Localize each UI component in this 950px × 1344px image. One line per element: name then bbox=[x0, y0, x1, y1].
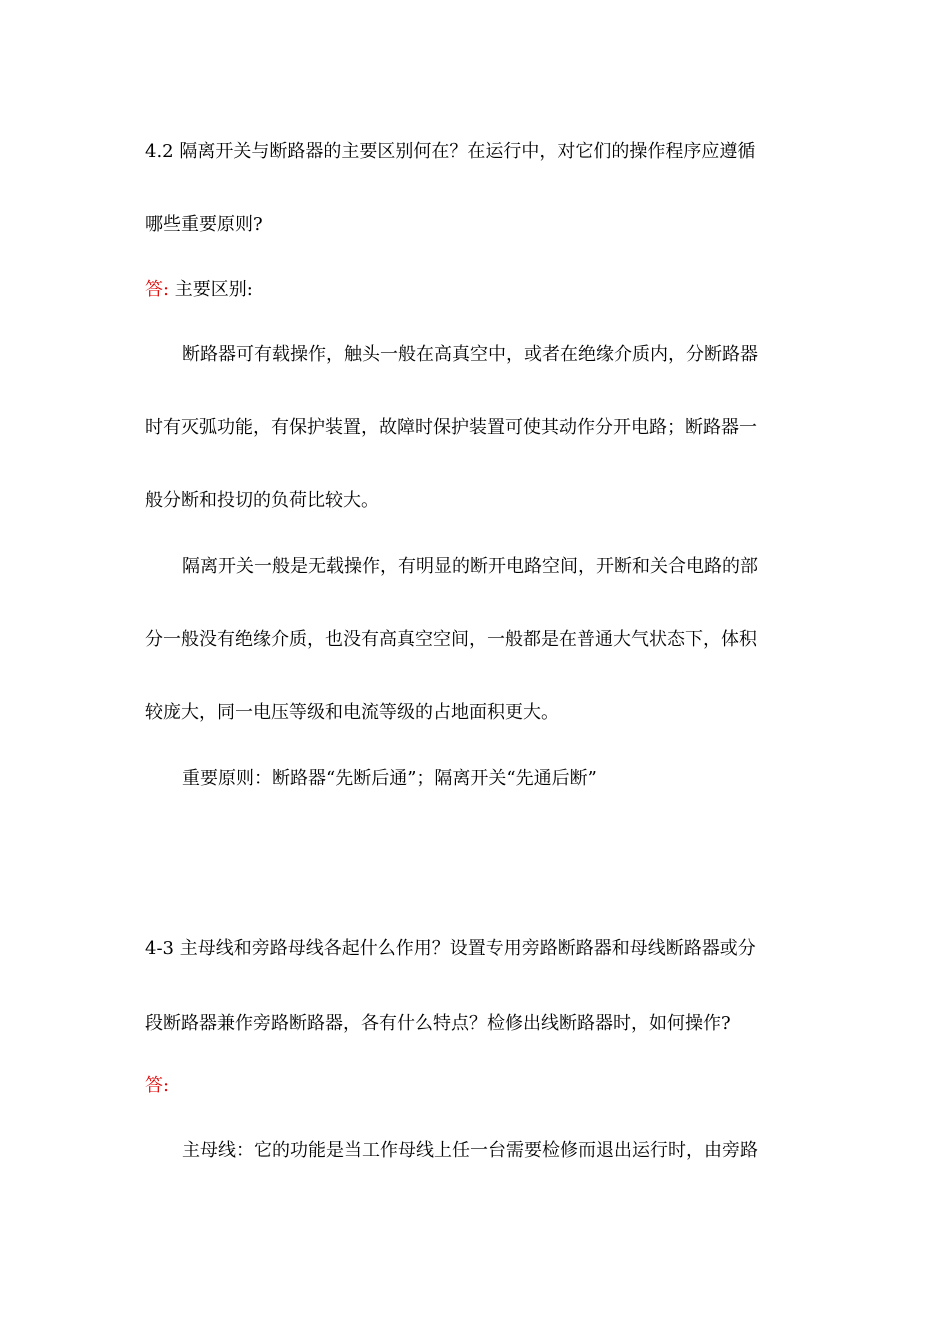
answer-4-2-heading bbox=[145, 278, 805, 302]
question-4-3-line-1: 4-3 主母线和旁路母线各起什么作用？设置专用旁路断路器和母线断路器或分 bbox=[145, 938, 756, 959]
paragraph-principles: 重要原则：断路器“先断后通”；隔离开关“先通后断” bbox=[182, 768, 597, 789]
paragraph-main-bus-line-1: 主母线：它的功能是当工作母线上任一台需要检修而退出运行时，由旁路 bbox=[182, 1140, 758, 1161]
paragraph-breaker-line-1: 断路器可有载操作，触头一般在高真空中，或者在绝缘介质内，分断路器 bbox=[182, 344, 758, 365]
paragraph-breaker-line-3: 般分断和投切的负荷比较大。 bbox=[145, 490, 379, 511]
answer-label: 答: bbox=[145, 1075, 170, 1096]
paragraph-isolator-line-2: 分一般没有绝缘介质，也没有高真空空间，一般都是在普通大气状态下，体积 bbox=[145, 629, 757, 650]
answer-4-3-heading bbox=[145, 1074, 805, 1098]
question-4-2-line-1: 4.2 隔离开关与断路器的主要区别何在？在运行中，对它们的操作程序应遵循 bbox=[145, 141, 756, 162]
question-4-2-line-2: 哪些重要原则? bbox=[145, 214, 263, 235]
answer-heading-text: 主要区别: bbox=[169, 279, 253, 300]
paragraph-breaker-line-2: 时有灭弧功能，有保护装置，故障时保护装置可使其动作分开电路；断路器一 bbox=[145, 417, 757, 438]
question-4-3-line-2: 段断路器兼作旁路断路器，各有什么特点？检修出线断路器时，如何操作? bbox=[145, 1013, 731, 1034]
answer-label: 答: bbox=[145, 279, 170, 300]
paragraph-isolator-line-1: 隔离开关一般是无载操作，有明显的断开电路空间，开断和关合电路的部 bbox=[182, 556, 758, 577]
paragraph-isolator-line-3: 较庞大，同一电压等级和电流等级的占地面积更大。 bbox=[145, 702, 559, 723]
